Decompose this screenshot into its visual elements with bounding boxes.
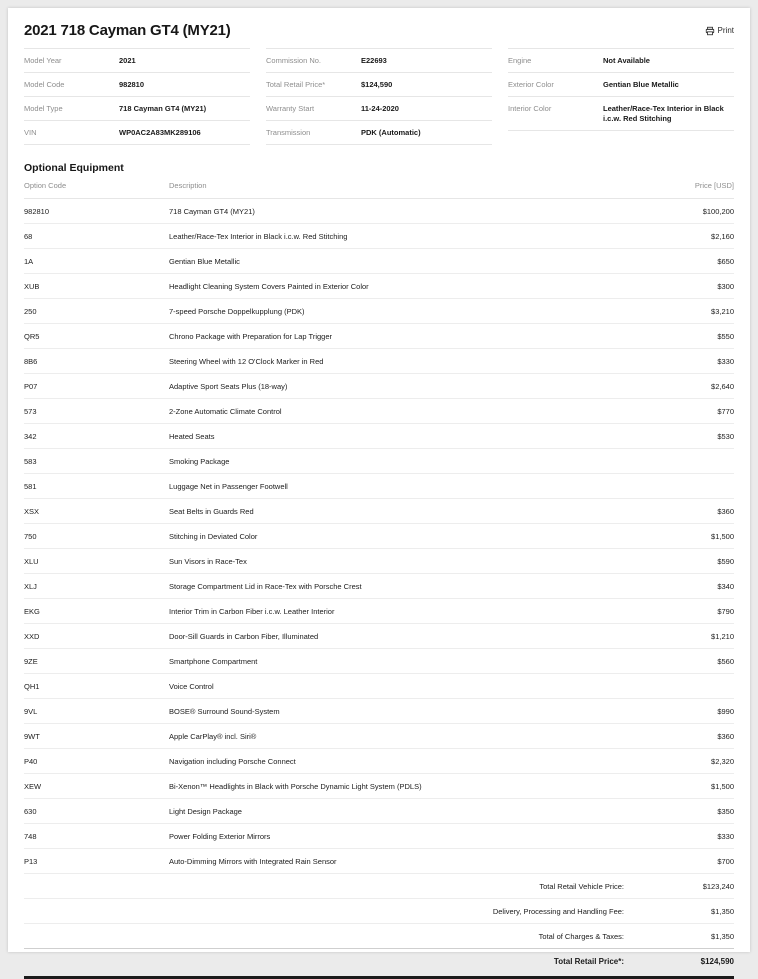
- equipment-row: [24, 399, 734, 424]
- detail-value: Leather/Race-Tex Interior in Black i.c.w. Red Stitching: [603, 104, 724, 123]
- detail-row: [266, 49, 492, 73]
- header: [24, 22, 734, 39]
- total-label: Total Retail Vehicle Price:: [539, 881, 624, 891]
- equipment-row: [24, 224, 734, 249]
- equipment-row: [24, 774, 734, 799]
- detail-value: E22693: [361, 56, 387, 65]
- column-header-price: Price [USD]: [694, 181, 734, 190]
- equipment-row: [24, 699, 734, 724]
- detail-column-2: [266, 48, 492, 145]
- equipment-option-code: XUB: [24, 281, 40, 291]
- equipment-row: [24, 849, 734, 874]
- equipment-price: $2,320: [711, 756, 734, 766]
- detail-value: WP0AC2A83MK289106: [119, 128, 201, 137]
- equipment-row: [24, 474, 734, 499]
- equipment-row: [24, 499, 734, 524]
- detail-label: Model Type: [24, 104, 63, 113]
- equipment-description: Power Folding Exterior Mirrors: [169, 831, 271, 841]
- equipment-price: [624, 482, 734, 491]
- detail-value: Not Available: [603, 56, 650, 65]
- detail-row: [24, 97, 250, 121]
- page-title: 2021 718 Cayman GT4 (MY21): [24, 22, 231, 39]
- equipment-description: Door-Sill Guards in Carbon Fiber, Illuminated: [169, 631, 319, 641]
- total-row: [24, 924, 734, 949]
- total-row: [24, 899, 734, 924]
- equipment-option-code: XXD: [24, 631, 40, 641]
- detail-row: [266, 73, 492, 97]
- equipment-row: [24, 674, 734, 699]
- equipment-option-code: 1A: [24, 256, 34, 266]
- detail-column-1: [24, 48, 250, 145]
- equipment-option-code: XLJ: [24, 581, 37, 591]
- detail-value: $124,590: [361, 80, 393, 89]
- equipment-row: [24, 249, 734, 274]
- equipment-price: $300: [717, 281, 734, 291]
- print-button[interactable]: [705, 26, 734, 36]
- detail-value: PDK (Automatic): [361, 128, 421, 137]
- total-label: Total of Charges & Taxes:: [538, 931, 624, 941]
- equipment-description: Storage Compartment Lid in Race-Tex with Porsche Crest: [169, 581, 362, 591]
- optional-equipment-heading: Optional Equipment: [24, 162, 124, 174]
- equipment-option-code: 342: [24, 431, 37, 441]
- equipment-price: $330: [717, 831, 734, 841]
- detail-label: Warranty Start: [266, 104, 315, 113]
- detail-row: [24, 73, 250, 97]
- equipment-price: $100,200: [702, 206, 734, 216]
- equipment-description: Stitching in Deviated Color: [169, 531, 258, 541]
- equipment-option-code: P13: [24, 856, 38, 866]
- equipment-option-code: EKG: [24, 606, 40, 616]
- equipment-price: $530: [717, 431, 734, 441]
- detail-column-3: [508, 48, 734, 131]
- detail-label: Exterior Color: [508, 80, 554, 89]
- detail-label: Interior Color: [508, 104, 552, 113]
- equipment-row: [24, 549, 734, 574]
- equipment-description: BOSE® Surround Sound-System: [169, 706, 280, 716]
- equipment-price: $990: [717, 706, 734, 716]
- column-header-description: Description: [169, 181, 207, 190]
- equipment-option-code: XLU: [24, 556, 39, 566]
- equipment-price: $1,500: [711, 531, 734, 541]
- total-label: Total Retail Price*:: [553, 957, 624, 966]
- equipment-row: [24, 724, 734, 749]
- equipment-option-code: QH1: [24, 681, 40, 691]
- detail-value: Gentian Blue Metallic: [603, 80, 679, 89]
- equipment-row: [24, 199, 734, 224]
- vehicle-summary-card: [8, 8, 750, 966]
- detail-row: [24, 121, 250, 145]
- equipment-row: [24, 749, 734, 774]
- equipment-description: 718 Cayman GT4 (MY21): [169, 206, 255, 216]
- equipment-description: Gentian Blue Metallic: [169, 256, 240, 266]
- equipment-price: $700: [717, 856, 734, 866]
- equipment-description: Sun Visors in Race-Tex: [169, 556, 247, 566]
- printer-icon: [705, 26, 715, 36]
- equipment-price: $550: [717, 331, 734, 341]
- equipment-description: Light Design Package: [169, 806, 242, 816]
- equipment-price: $360: [717, 731, 734, 741]
- equipment-description: Interior Trim in Carbon Fiber i.c.w. Leather Interior: [169, 606, 335, 616]
- equipment-option-code: 583: [24, 456, 37, 466]
- total-value: $124,590: [700, 957, 734, 966]
- equipment-option-code: 8B6: [24, 356, 38, 366]
- equipment-description: 7-speed Porsche Doppelkupplung (PDK): [169, 306, 305, 316]
- detail-row: [24, 49, 250, 73]
- equipment-row: [24, 599, 734, 624]
- print-button-label: Print: [717, 26, 734, 35]
- equipment-row: [24, 574, 734, 599]
- detail-label: Engine: [508, 56, 532, 65]
- equipment-price: $360: [717, 506, 734, 516]
- equipment-option-code: 748: [24, 831, 37, 841]
- vehicle-details-grid: [24, 48, 734, 145]
- equipment-description: Apple CarPlay® incl. Siri®: [169, 731, 257, 741]
- equipment-description: Heated Seats: [169, 431, 215, 441]
- equipment-price: [624, 682, 734, 691]
- equipment-row: [24, 524, 734, 549]
- equipment-description: Leather/Race-Tex Interior in Black i.c.w. Red Stitching: [169, 231, 348, 241]
- total-row: [24, 874, 734, 899]
- equipment-table-body: [24, 199, 734, 874]
- totals-section: [24, 874, 734, 975]
- equipment-row: [24, 274, 734, 299]
- detail-row: [508, 49, 734, 73]
- total-value: $1,350: [711, 906, 734, 916]
- equipment-price: $1,500: [711, 781, 734, 791]
- equipment-option-code: 68: [24, 231, 33, 241]
- equipment-table-header: [24, 174, 734, 199]
- equipment-option-code: 581: [24, 481, 37, 491]
- equipment-option-code: 250: [24, 306, 37, 316]
- equipment-price: $770: [717, 406, 734, 416]
- equipment-description: Headlight Cleaning System Covers Painted in Exterior Color: [169, 281, 369, 291]
- equipment-price: $350: [717, 806, 734, 816]
- equipment-option-code: P40: [24, 756, 38, 766]
- equipment-row: [24, 649, 734, 674]
- equipment-row: [24, 324, 734, 349]
- equipment-price: $2,640: [711, 381, 734, 391]
- equipment-option-code: P07: [24, 381, 38, 391]
- detail-label: Model Code: [24, 80, 65, 89]
- equipment-description: Bi-Xenon™ Headlights in Black with Porsche Dynamic Light System (PDLS): [169, 781, 422, 791]
- equipment-option-code: 573: [24, 406, 37, 416]
- total-value: $123,240: [702, 881, 734, 891]
- equipment-row: [24, 624, 734, 649]
- equipment-option-code: 9WT: [24, 731, 40, 741]
- equipment-price: $650: [717, 256, 734, 266]
- equipment-row: [24, 799, 734, 824]
- detail-row: [266, 121, 492, 145]
- equipment-price: $590: [717, 556, 734, 566]
- equipment-description: 2-Zone Automatic Climate Control: [169, 406, 282, 416]
- total-value: $1,350: [711, 931, 734, 941]
- equipment-row: [24, 374, 734, 399]
- equipment-option-code: 750: [24, 531, 37, 541]
- detail-label: Commission No.: [266, 56, 322, 65]
- equipment-description: Chrono Package with Preparation for Lap Trigger: [169, 331, 333, 341]
- equipment-price: $2,160: [711, 231, 734, 241]
- equipment-price: $790: [717, 606, 734, 616]
- detail-value: 982810: [119, 80, 145, 89]
- equipment-description: Smoking Package: [169, 456, 230, 466]
- detail-label: Transmission: [266, 128, 311, 137]
- detail-label: Model Year: [24, 56, 62, 65]
- equipment-option-code: 9VL: [24, 706, 38, 716]
- column-header-option-code: Option Code: [24, 181, 67, 190]
- equipment-option-code: 630: [24, 806, 37, 816]
- total-retail-price-row: [24, 949, 734, 975]
- detail-value: 2021: [119, 56, 136, 65]
- detail-label: Total Retail Price*: [266, 80, 326, 89]
- detail-value: 11-24-2020: [361, 104, 399, 113]
- equipment-option-code: XEW: [24, 781, 42, 791]
- equipment-option-code: 9ZE: [24, 656, 38, 666]
- detail-value: 718 Cayman GT4 (MY21): [119, 104, 207, 113]
- equipment-description: Adaptive Sport Seats Plus (18-way): [169, 381, 288, 391]
- equipment-price: $330: [717, 356, 734, 366]
- equipment-option-code: 982810: [24, 206, 50, 216]
- detail-row: [508, 73, 734, 97]
- equipment-row: [24, 424, 734, 449]
- equipment-description: Navigation including Porsche Connect: [169, 756, 296, 766]
- total-label: Delivery, Processing and Handling Fee:: [492, 906, 624, 916]
- equipment-description: Seat Belts in Guards Red: [169, 506, 254, 516]
- equipment-row: [24, 299, 734, 324]
- equipment-price: $1,210: [711, 631, 734, 641]
- equipment-price: $340: [717, 581, 734, 591]
- equipment-description: Voice Control: [169, 681, 214, 691]
- equipment-description: Luggage Net in Passenger Footwell: [169, 481, 288, 491]
- equipment-description: Smartphone Compartment: [169, 656, 258, 666]
- equipment-row: [24, 824, 734, 849]
- equipment-price: [624, 457, 734, 466]
- equipment-price: $560: [717, 656, 734, 666]
- equipment-description: Steering Wheel with 12 O'Clock Marker in Red: [169, 356, 324, 366]
- equipment-row: [24, 449, 734, 474]
- detail-label: VIN: [24, 128, 37, 137]
- equipment-description: Auto-Dimming Mirrors with Integrated Rain Sensor: [169, 856, 337, 866]
- equipment-price: $3,210: [711, 306, 734, 316]
- equipment-option-code: XSX: [24, 506, 40, 516]
- equipment-option-code: QR5: [24, 331, 40, 341]
- equipment-row: [24, 349, 734, 374]
- detail-row: [266, 97, 492, 121]
- detail-row: [508, 97, 734, 131]
